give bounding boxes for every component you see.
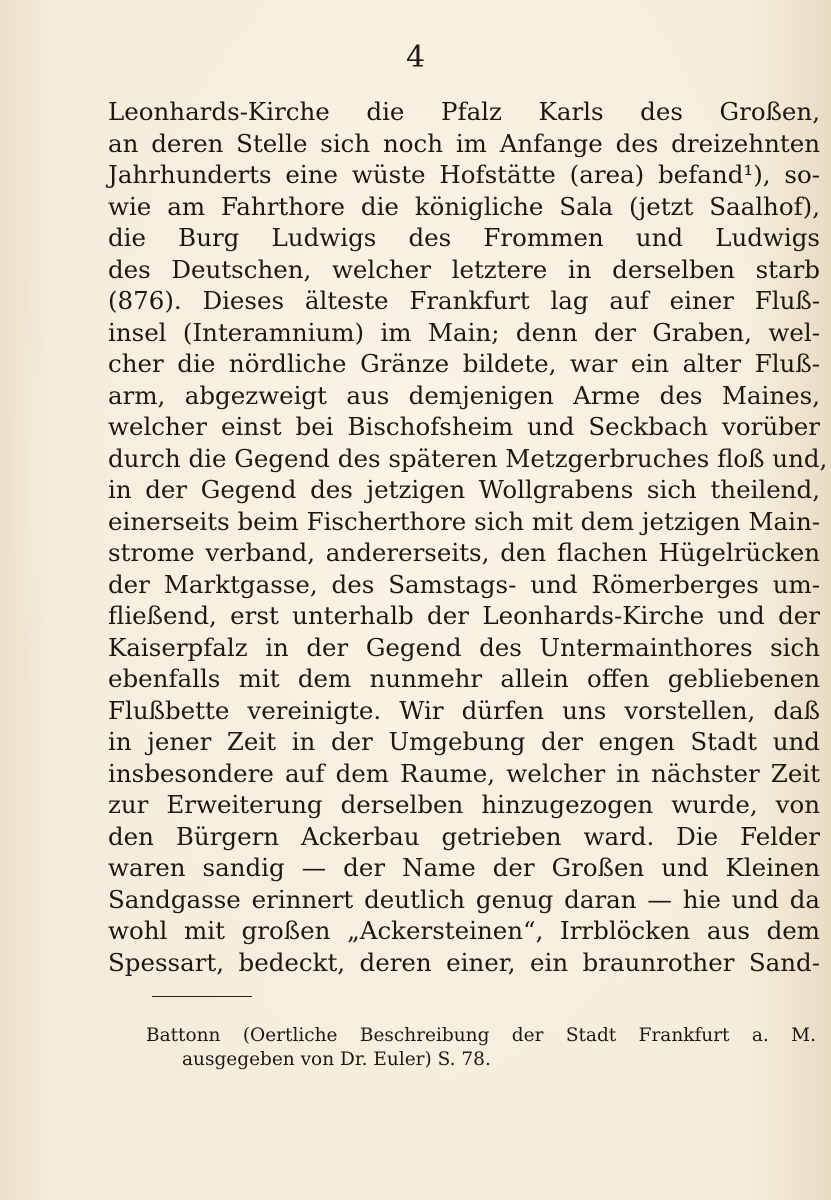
text-line: der Marktgasse, des Samstags- und Römerberges um- bbox=[108, 569, 820, 599]
text-line: in der Gegend des jetzigen Wollgrabens sich theilend, bbox=[108, 475, 820, 504]
text-line: fließend, erst unterhalb der Leonhards-Kirche und der bbox=[108, 601, 820, 630]
text-line: zur Erweiterung derselben hinzugezogen wurde, von bbox=[108, 790, 820, 819]
footnote-line: Battonn (Oertliche Beschreibung der Stadt Frankfurt a. M. bbox=[146, 1025, 816, 1046]
text-line: durch die Gegend des späteren Metzgerbruches floß und, bbox=[108, 443, 828, 473]
text-line: (876). Dieses älteste Frankfurt lag auf einer Fluß- bbox=[108, 286, 820, 315]
text-line: cher die nördliche Gränze bildete, war ein alter Fluß- bbox=[108, 349, 820, 378]
text-line: wie am Fahrthore die königliche Sala (jetzt Saalhof), bbox=[108, 191, 820, 221]
text-line: welcher einst bei Bischofsheim und Seckbach vorüber bbox=[108, 412, 820, 441]
text-line: Leonhards-Kirche die Pfalz Karls des Großen, bbox=[108, 97, 820, 126]
text-line: Jahrhunderts eine wüste Hofstätte (area) befand¹), so- bbox=[108, 160, 820, 189]
text-line: Sandgasse erinnert deutlich genug daran — hie und da bbox=[108, 884, 820, 914]
text-line: des Deutschen, welcher letztere in derselben starb bbox=[108, 254, 820, 284]
page-number: 4 bbox=[405, 40, 426, 75]
text-line: Flußbette vereinigte. Wir dürfen uns vorstellen, daß bbox=[108, 695, 820, 725]
text-line: Spessart, bedeckt, deren einer, ein braunrother Sand- bbox=[108, 947, 820, 977]
footnote-line: ausgegeben von Dr. Euler) S. 78. bbox=[182, 1049, 491, 1070]
text-line: insel (Interamnium) im Main; denn der Graben, wel- bbox=[108, 317, 820, 347]
text-line: einerseits beim Fischerthore sich mit dem jetzigen Main- bbox=[108, 506, 820, 536]
footnote bbox=[146, 1024, 816, 1072]
footnote-rule bbox=[152, 996, 252, 997]
text-line: Kaiserpfalz in der Gegend des Untermainthores sich bbox=[108, 632, 820, 662]
text-line: den Bürgern Ackerbau getrieben ward. Die Felder bbox=[108, 821, 820, 851]
text-line: wohl mit großen „Ackersteinen“, Irrblöcken aus dem bbox=[108, 916, 820, 945]
text-line: arm, abgezweigt aus demjenigen Arme des Maines, bbox=[108, 380, 820, 410]
text-line: strome verband, andererseits, den flachen Hügelrücken bbox=[108, 538, 820, 567]
text-line: insbesondere auf dem Raume, welcher in nächster Zeit bbox=[108, 758, 820, 788]
text-line: waren sandig — der Name der Großen und Kleinen bbox=[108, 853, 820, 882]
text-line: ebenfalls mit dem nunmehr allein offen gebliebenen bbox=[108, 664, 820, 693]
text-line: die Burg Ludwigs des Frommen und Ludwigs bbox=[108, 223, 820, 252]
text-line: an deren Stelle sich noch im Anfange des dreizehnten bbox=[108, 128, 820, 158]
text-line: in jener Zeit in der Umgebung der engen Stadt und bbox=[108, 727, 820, 756]
body-text bbox=[108, 96, 828, 978]
